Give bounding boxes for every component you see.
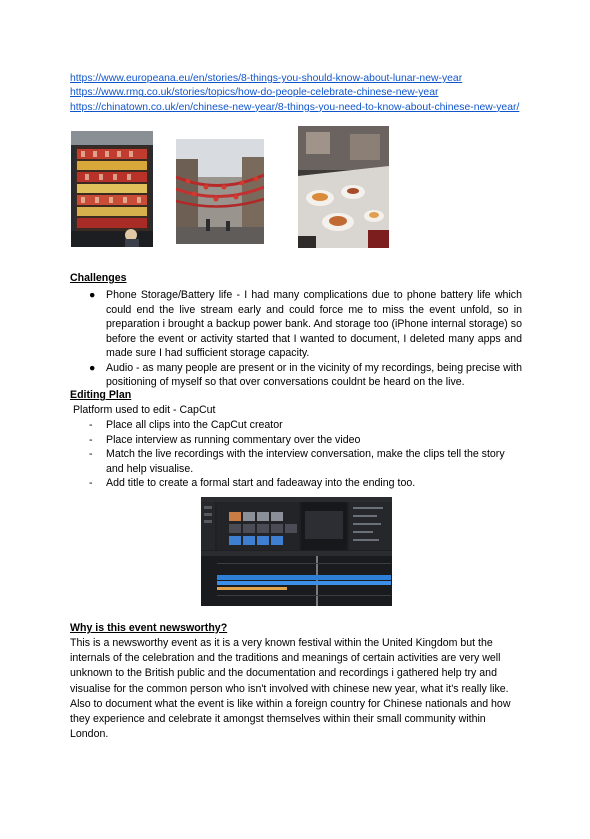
reference-link-europeana[interactable]: https://www.europeana.eu/en/stories/8-things-you-should-know-about-lunar-new-year: [70, 73, 463, 84]
newsworthy-heading: Why is this event newsworthy?: [70, 622, 228, 634]
challenge-text: Audio - as many people are present or in the vicinity of my recordings, being precise with positioning of myself so that over conversations couldnt be heard on the live.: [106, 361, 522, 388]
challenges-list: [70, 288, 522, 390]
dash-marker: -: [89, 419, 93, 431]
bullet-marker: ●: [89, 289, 96, 301]
list-item: [70, 361, 522, 390]
challenge-text: Phone Storage/Battery life - I had many complications due to phone battery life which could end the live stream early and could force me to miss the event unfold, so in preparation i brought a backup power bank. And storage too (iPhone internal storage) so before the event or activity started that I wanted to document, I deleted many apps and made sure I had sufficient storage capacity.: [106, 289, 522, 359]
bullet-marker: ●: [89, 361, 96, 374]
list-item: [70, 433, 522, 448]
dash-marker: -: [89, 477, 93, 489]
reference-link-chinatown[interactable]: https://chinatown.co.uk/en/chinese-new-year/8-things-you-need-to-know-about-chinese-new-year/: [70, 101, 520, 113]
editing-plan-list: [70, 418, 522, 491]
list-item: [70, 418, 522, 433]
editing-step-text: Match the live recordings with the interview conversation, make the clips tell the story and help visualise.: [106, 448, 505, 475]
editing-step-text: Add title to create a formal start and fadeaway into the ending too.: [106, 477, 416, 489]
photo-restaurant-table: [298, 126, 389, 248]
challenges-heading: Challenges: [70, 272, 127, 284]
editing-step-text: Place interview as running commentary over the video: [106, 433, 361, 446]
capcut-editor-screenshot: [201, 497, 392, 606]
list-item: [70, 476, 522, 491]
editing-plan-heading: Editing Plan: [70, 389, 132, 401]
photo-street-lanterns: [176, 139, 264, 244]
list-item: [70, 447, 522, 476]
newsworthy-paragraph: This is a newsworthy event as it is a very known festival within the United Kingdom but the internals of the celebration and the traditions and meanings of certain activities are very well unknown to the British public and the documentation and recordings i gathered help try and visualise for the common person who isn't involved with chinese new year, what it's really like. Also to document what the event is like within a foreign country for Chinese nationals and how they experience and celebrate it amongst themselves within their small community within London.: [70, 637, 511, 741]
list-item: [70, 288, 522, 361]
reference-link-rmg[interactable]: https://www.rmg.co.uk/stories/topics/how-do-people-celebrate-chinese-new-year: [70, 87, 439, 99]
dash-marker: -: [89, 448, 93, 460]
editing-step-text: Place all clips into the CapCut creator: [106, 419, 283, 431]
editing-platform-text: Platform used to edit - CapCut: [70, 404, 216, 416]
reference-links: [70, 72, 525, 115]
dash-marker: -: [89, 433, 93, 446]
photo-shop-shelves: [71, 131, 153, 247]
